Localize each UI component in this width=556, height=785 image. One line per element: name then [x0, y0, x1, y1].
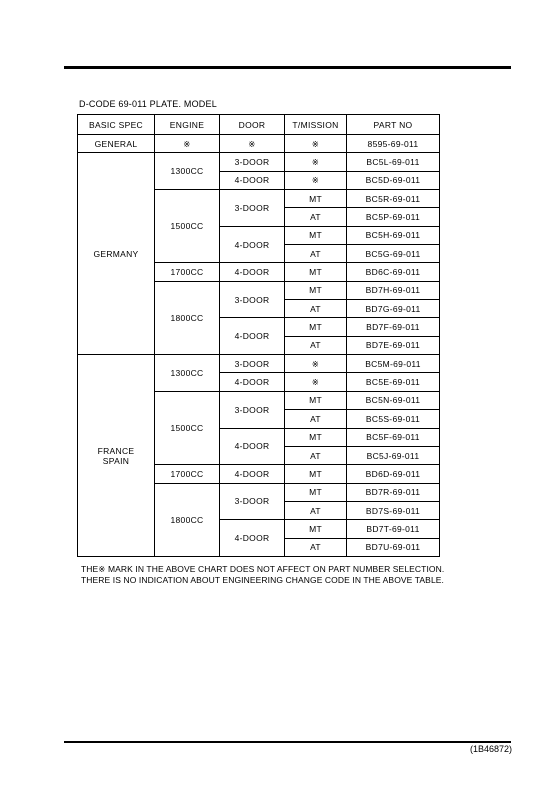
part-no-cell: BD6C-69-011: [347, 263, 440, 281]
table-caption: D-CODE 69-011 PLATE. MODEL: [79, 99, 217, 109]
tmission-cell: MT: [285, 520, 347, 538]
top-rule: [64, 66, 511, 69]
part-no-cell: BD7U-69-011: [347, 538, 440, 556]
engine-cell: 1800CC: [155, 483, 220, 556]
part-no-cell: BC5L-69-011: [347, 153, 440, 171]
tmission-cell: ※: [285, 355, 347, 373]
part-no-cell: BD7F-69-011: [347, 318, 440, 336]
footnote: [81, 564, 444, 586]
spec-france-spain: [78, 355, 155, 557]
part-no-cell: BC5F-69-011: [347, 428, 440, 446]
tmission-cell: ※: [285, 135, 347, 153]
engine-cell: ※: [155, 135, 220, 153]
part-no-cell: 8595-69-011: [347, 135, 440, 153]
tmission-cell: MT: [285, 465, 347, 483]
tmission-cell: AT: [285, 300, 347, 318]
engine-cell: 1300CC: [155, 355, 220, 392]
tmission-cell: MT: [285, 190, 347, 208]
table-row: [78, 355, 440, 373]
part-no-cell: BC5P-69-011: [347, 208, 440, 226]
door-cell: 4-DOOR: [220, 226, 285, 263]
footnote-line-2: THERE IS NO INDICATION ABOUT ENGINEERING CHANGE CODE IN THE ABOVE TABLE.: [81, 575, 445, 585]
part-no-cell: BC5H-69-011: [347, 226, 440, 244]
part-no-cell: BC5E-69-011: [347, 373, 440, 391]
tmission-cell: AT: [285, 208, 347, 226]
tmission-cell: MT: [285, 281, 347, 299]
spec-spain: SPAIN: [102, 455, 130, 466]
tmission-cell: MT: [285, 226, 347, 244]
part-no-cell: BC5M-69-011: [347, 355, 440, 373]
door-cell: 3-DOOR: [220, 355, 285, 373]
door-cell: 3-DOOR: [220, 153, 285, 171]
tmission-cell: ※: [285, 171, 347, 189]
part-no-cell: BC5S-69-011: [347, 410, 440, 428]
part-number-table: [77, 114, 440, 557]
header-basic-spec: BASIC SPEC: [78, 115, 155, 135]
tmission-cell: MT: [285, 391, 347, 409]
door-cell: 3-DOOR: [220, 281, 285, 318]
spec-france: FRANCE: [97, 445, 135, 456]
tmission-cell: ※: [285, 153, 347, 171]
door-cell: 4-DOOR: [220, 465, 285, 483]
engine-cell: 1300CC: [155, 153, 220, 190]
header-engine: ENGINE: [155, 115, 220, 135]
part-no-cell: BD6D-69-011: [347, 465, 440, 483]
door-cell: 4-DOOR: [220, 263, 285, 281]
tmission-cell: AT: [285, 501, 347, 519]
tmission-cell: ※: [285, 373, 347, 391]
bottom-rule: [64, 741, 511, 743]
part-no-cell: BC5N-69-011: [347, 391, 440, 409]
header-tmission: T/MISSION: [285, 115, 347, 135]
door-cell: 4-DOOR: [220, 428, 285, 465]
door-cell: 4-DOOR: [220, 373, 285, 391]
tmission-cell: MT: [285, 483, 347, 501]
figure-code: (1B46872): [469, 744, 512, 754]
part-no-cell: BD7T-69-011: [347, 520, 440, 538]
header-door: DOOR: [220, 115, 285, 135]
header-row: [78, 115, 440, 135]
door-cell: ※: [220, 135, 285, 153]
tmission-cell: AT: [285, 245, 347, 263]
tmission-cell: AT: [285, 410, 347, 428]
part-no-cell: BC5D-69-011: [347, 171, 440, 189]
part-no-cell: BD7H-69-011: [347, 281, 440, 299]
part-no-cell: BD7R-69-011: [347, 483, 440, 501]
engine-cell: 1800CC: [155, 281, 220, 354]
part-no-cell: BC5R-69-011: [347, 190, 440, 208]
door-cell: 3-DOOR: [220, 483, 285, 520]
spec-general: GENERAL: [78, 135, 155, 153]
tmission-cell: AT: [285, 336, 347, 354]
door-cell: 4-DOOR: [220, 520, 285, 557]
door-cell: 4-DOOR: [220, 318, 285, 355]
table-row: [78, 135, 440, 153]
tmission-cell: AT: [285, 446, 347, 464]
part-no-cell: BC5G-69-011: [347, 245, 440, 263]
tmission-cell: MT: [285, 428, 347, 446]
part-no-cell: BC5J-69-011: [347, 446, 440, 464]
footnote-line-1: THE※ MARK IN THE ABOVE CHART DOES NOT AFFECT ON PART NUMBER SELECTION.: [81, 564, 445, 574]
engine-cell: 1700CC: [155, 465, 220, 483]
engine-cell: 1500CC: [155, 190, 220, 263]
part-no-cell: BD7S-69-011: [347, 501, 440, 519]
part-no-cell: BD7G-69-011: [347, 300, 440, 318]
door-cell: 3-DOOR: [220, 190, 285, 227]
engine-cell: 1700CC: [155, 263, 220, 281]
header-part-no: PART NO: [347, 115, 440, 135]
door-cell: 3-DOOR: [220, 391, 285, 428]
tmission-cell: AT: [285, 538, 347, 556]
engine-cell: 1500CC: [155, 391, 220, 464]
door-cell: 4-DOOR: [220, 171, 285, 189]
spec-germany: GERMANY: [78, 153, 155, 355]
part-no-cell: BD7E-69-011: [347, 336, 440, 354]
tmission-cell: MT: [285, 318, 347, 336]
tmission-cell: MT: [285, 263, 347, 281]
table-row: [78, 153, 440, 171]
